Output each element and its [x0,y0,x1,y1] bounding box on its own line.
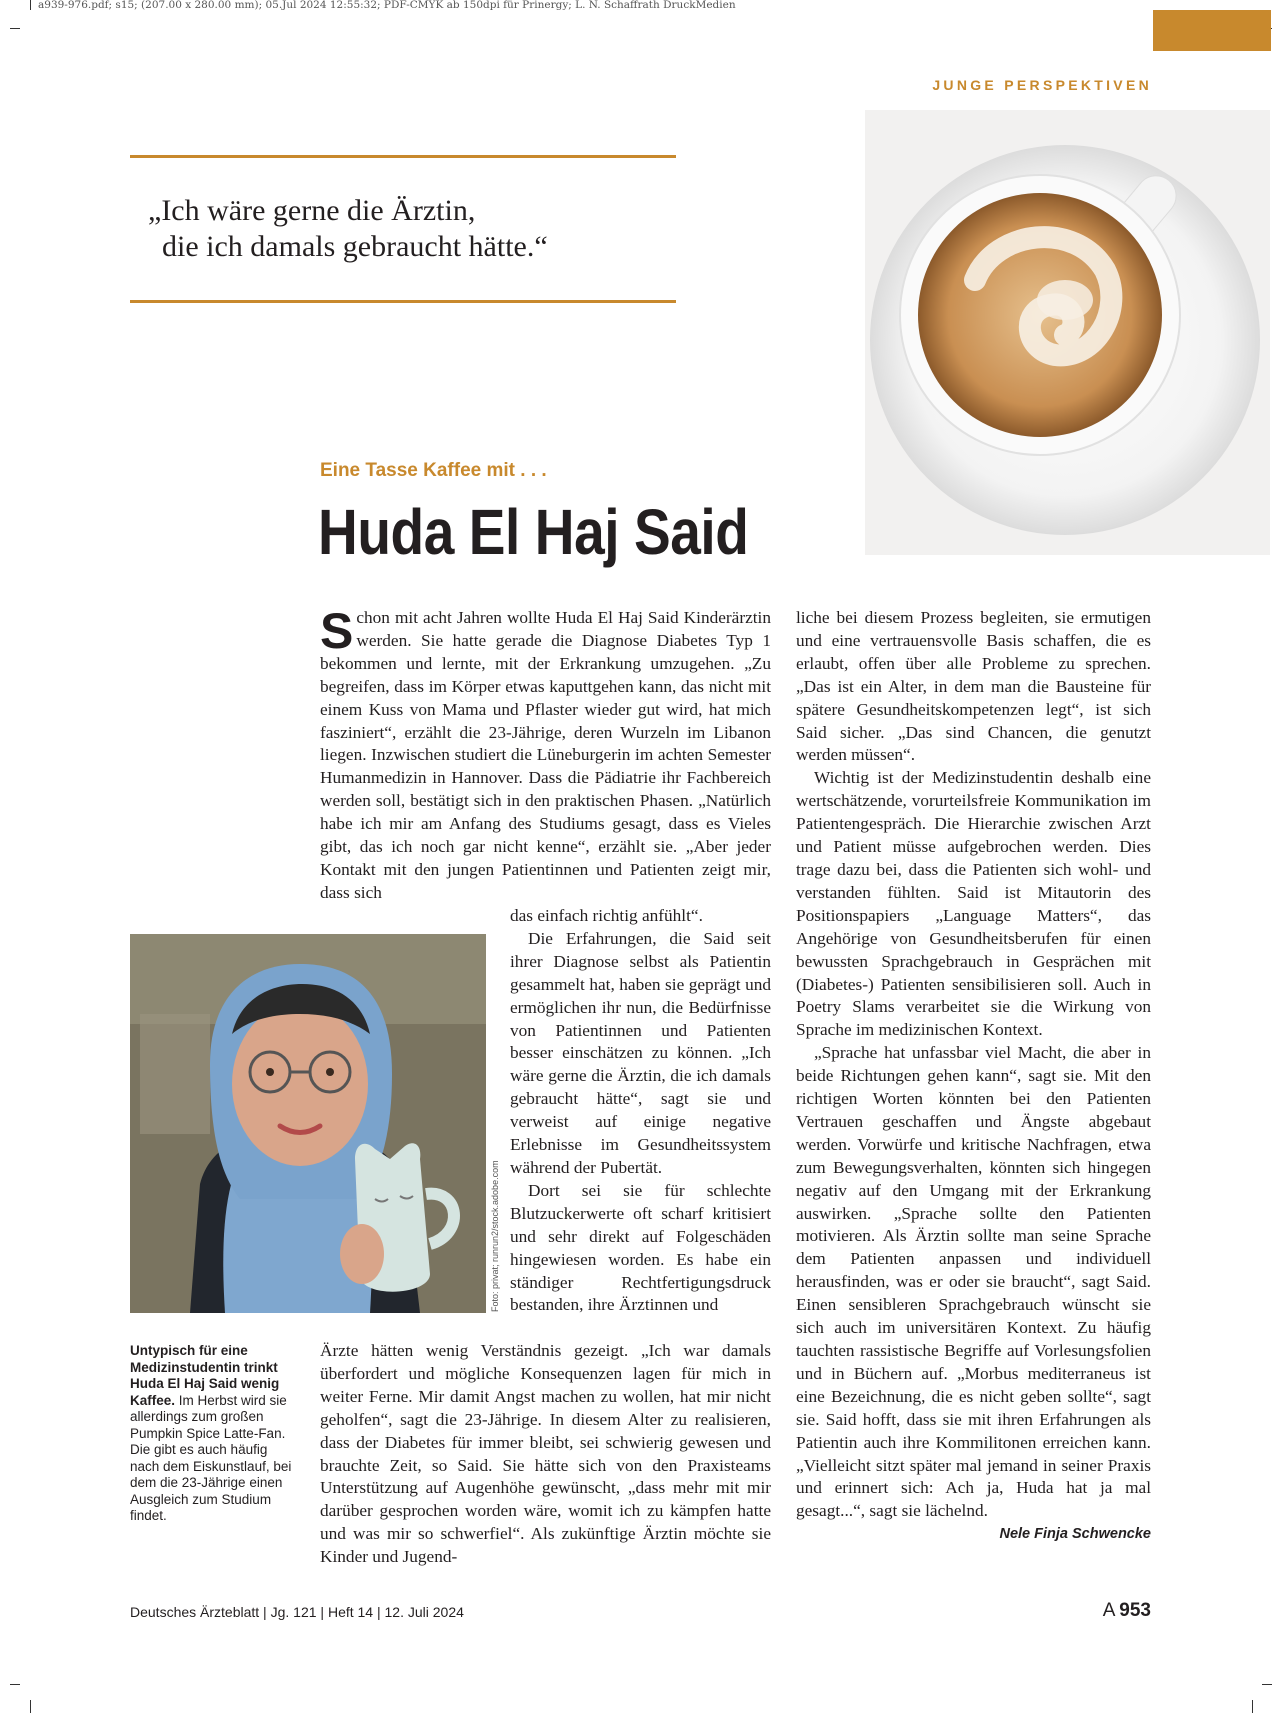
pull-quote [148,193,548,265]
caption-lead: Untypisch für eine Medizinstudentin trinkt Huda El Haj Said wenig Kaffee. [130,1343,280,1408]
page-number [1103,1600,1151,1622]
quote-rule-bottom [130,300,676,303]
publication-name: Deutsches Ärzteblatt [130,1604,260,1620]
portrait-photo [130,934,486,1313]
coffee-cup-illustration [865,110,1270,555]
color-bar [1153,10,1271,51]
caption-text: Im Herbst wird sie allerdings zum großen Pumpkin Spice Latte-Fan. Die gibt es auch häufig nach dem Eiskunstlauf, bei dem die 23-Jährige einen Ausgleich zum Studium findet. [130,1392,292,1523]
print-slug: a939-976.pdf; s15; (207.00 x 280.00 mm); 05.Jul 2024 12:55:32; PDF-CMYK ab 150dpi für Prinergy; L. N. Schaffrath DruckMedien [38,0,736,11]
kicker: Eine Tasse Kaffee mit . . . [320,460,547,481]
article-paragraph: liche bei diesem Prozess begleiten, sie ermutigen und eine vertrauensvolle Basis schaffen, die es erlaubt, offen über alle Probleme zu sprechen. „Das ist ein Alter, in dem man die Bausteine für spätere Gesundheitskompetenzen legt“, ist sich Said sicher. „Das sind Chancen, die genutzt werden müssen“. [796,608,1151,765]
crop-mark [1252,1700,1253,1713]
headline: Huda El Haj Said [318,496,749,568]
article-paragraph: Dort sei sie für schlechte Blutzuckerwerte oft scharf kritisiert und sehr direkt auf Folgeschäden hingewiesen worden. Es habe ein ständiger Rechtfertigungsdruck bestanden, ihre Ärztinnen und [510,1180,771,1315]
photo-credit: Foto: privat; runrun2/stock.adobe.com [490,1160,500,1312]
article-column-1-narrow [510,905,771,1317]
page-number-value: 953 [1119,1600,1151,1621]
article-column-1-bottom [320,1340,771,1569]
volume: Jg. 121 [270,1604,317,1620]
section-label: JUNGE PERSPEKTIVEN [932,77,1152,93]
author-byline: Nele Finja Schwencke [999,1526,1151,1543]
article-paragraph: chon mit acht Jahren wollte Huda El Haj Said Kinderärztin werden. Sie hatte gerade die Diagnose Diabetes Typ 1 bekommen und lernte, mit der Erkrankung umzugehen. „Zu begreifen, dass im Körper etwas kaputtgehen kann, das nicht mit einem Kuss von Mama und Pflaster wieder gut wird, hat mich fasziniert“, erzählt die 23-Jährige, deren Wurzeln im Libanon liegen. Inzwischen studiert die Lüneburgerin im achten Semester Humanmedizin in Hannover. Dass die Pädiatrie ihr Fachbereich werden soll, bestätigt sich in den praktischen Phasen. „Natürlich habe ich mir am Anfang des Studiums gesagt, dass es Vieles gibt, das ich noch gar nicht kenne“, erzählt sie. „Aber jeder Kontakt mit den jungen Patientinnen und Patienten zeigt mir, dass sich [320,608,771,902]
article-column-1-top [320,603,771,905]
crop-mark [10,1684,20,1685]
article-column-2 [796,607,1151,1546]
pull-quote-line: „Ich wäre gerne die Ärztin, [148,194,476,227]
coffee-cup-image [865,110,1270,555]
crop-mark [30,0,31,10]
drop-cap: S [320,603,354,659]
photo-caption [130,1343,295,1525]
article-paragraph: Die Erfahrungen, die Said seit ihrer Diagnose selbst als Patientin gesammelt hat, haben sie geprägt und ermöglichen ihr nun, die Bedürfnisse von Patientinnen und Patienten besser einschätzen zu können. „Ich wäre gerne die Ärztin, die ich damals gebraucht hätte“, sagt sie und verweist auf einige negative Erlebnisse im Gesundheitssystem während der Pubertät. [510,928,771,1177]
page-prefix: A [1102,1600,1116,1621]
footer: Deutsches Ärzteblatt | Jg. 121 | Heft 14 | 12. Juli 2024 [130,1604,464,1620]
article-paragraph-end: das einfach richtig anfühlt“. [510,906,703,925]
portrait-illustration [130,934,486,1313]
issue-date: 12. Juli 2024 [384,1604,464,1620]
crop-mark [1262,1684,1272,1685]
article-paragraph: Ärzte hätten wenig Verständnis gezeigt. „Ich war damals überfordert und mögliche Konsequenzen lagen für mich in weiter Ferne. Mir damit Angst machen zu wollen, hat mir nicht geholfen“, sagt die 23-Jährige. In diesem Alter zu realisieren, dass der Diabetes für immer bleibt, sei schwierig gewesen und brauchte Zeit, so Said. Sie hätte sich von den Praxisteams Unterstützung auf Augenhöhe gewünscht, „dass mehr mit mir darüber gesprochen worden wäre, womit ich zu kämpfen hatte und was mir so schwerfiel“. Als zukünftige Ärztin möchte sie Kinder und Jugend- [320,1341,771,1567]
article-paragraph: Wichtig ist der Medizinstudentin deshalb eine wertschätzende, vorurteilsfreie Kommunikation im Patientengespräch. Die Hierarchie zwischen Arzt und Patient müsse aufgebrochen werden. Dies trage dazu bei, dass die Patienten sich wohl- und verstanden fühlten. Said ist Mitautorin des Positionspapiers „Language Matters“, das Angehörige von Gesundheitsberufen für einen bewussten Sprachgebrauch in Gesprächen mit (Diabetes-) Patienten sensibilisieren soll. Auch in Poetry Slams verarbeitet sie die Wirkung von Sprache im medizinischen Kontext. [796,768,1151,1040]
issue: Heft 14 [327,1604,374,1620]
quote-rule-top [130,155,676,158]
crop-mark [30,1700,31,1713]
pull-quote-line: die ich damals gebraucht hätte.“ [162,230,548,263]
article-paragraph: „Sprache hat unfassbar viel Macht, die aber in beide Richtungen gehen kann“, sagt sie. Mit den richtigen Worten könnten bei den Patienten Vertrauen geschaffen und Ängste abgebaut werden. Vorwürfe und kritische Nachfragen, etwa zum Bewegungsverhalten, könnten sich hingegen negativ auf den Umgang mit der Erkrankung auswirken. „Sprache sollte den Patienten motivieren. Als Ärztin sollte man seine Sprache dem Patienten anpassen und individuell herausfinden, was er oder sie braucht“, sagt Said. Einen sensibleren Sprachgebrauch wünscht sie sich auch im universitären Kontext. Zu häufig tauchten rassistische Begriffe auf Vorlesungsfolien und in Büchern auf. „Morbus mediterraneus ist eine Bezeichnung, die es nicht geben sollte“, sagt sie. Said hofft, dass sie mit ihren Erfahrungen als Patientin auch ihre Kommilitonen erreichen kann. „Vielleicht sitzt später mal jemand in seiner Praxis und erinnert sich: Ach ja, Huda hat ja mal gesagt...“, sagt sie lächelnd. [796,1043,1151,1521]
crop-mark [10,28,20,29]
